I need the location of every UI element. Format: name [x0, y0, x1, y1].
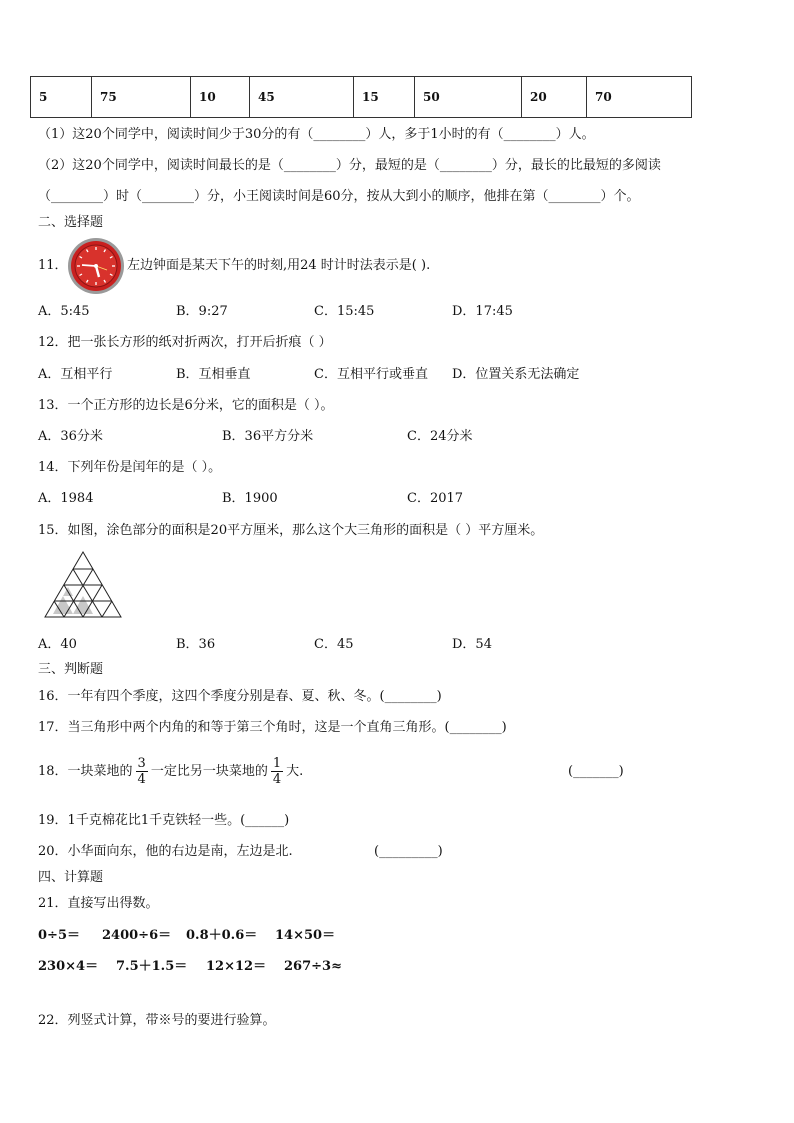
fraction-three-quarters: [136, 756, 148, 787]
section-heading-choice: 二、选择题: [38, 215, 104, 230]
q14-option-b: B．1900: [222, 491, 278, 506]
fraction-numerator: 1: [272, 756, 282, 771]
q11-option-d: D．17:45: [452, 304, 513, 319]
table-cell: 45: [250, 77, 354, 118]
fraction-one-quarter: [271, 756, 283, 787]
q18-middle: 一定比另一块菜地的: [150, 764, 268, 779]
question-10-part-2b: （________）时（________）分，小王阅读时间是60分，按从大到小的顺序，他排在第（________）个。: [38, 189, 640, 204]
q13-option-a: A．36分米: [38, 429, 103, 444]
question-12-text: 12．把一张长方形的纸对折两次，打开后折痕（ ）: [38, 335, 332, 350]
triangle-figure: [42, 549, 124, 621]
table-cell: 5: [31, 77, 92, 118]
q18-answer-blank[interactable]: (_______): [568, 764, 624, 779]
q12-option-c: C．互相平行或垂直: [314, 367, 428, 382]
question-14-text: 14．下列年份是闰年的是（ ）。: [38, 460, 222, 475]
question-20-text: 20．小华面向东，他的右边是南，左边是北.: [38, 844, 293, 859]
calc-item: 2400÷6＝: [102, 928, 172, 943]
calc-item: 14×50＝: [275, 928, 336, 943]
section-heading-judge: 三、判断题: [38, 662, 104, 677]
question-19-text: 19．1千克棉花比1千克铁轻一些。(______): [38, 813, 290, 828]
calc-item: 0÷5＝: [38, 928, 80, 943]
question-13-text: 13．一个正方形的边长是6分米，它的面积是（ ）。: [38, 398, 334, 413]
fraction-denominator: 4: [272, 772, 282, 787]
fraction-denominator: 4: [137, 772, 146, 787]
calc-item: 230×4＝: [38, 959, 99, 974]
fraction-numerator: 3: [137, 756, 146, 771]
q11-option-b: B．9:27: [176, 304, 228, 319]
q11-option-a: A．5:45: [38, 304, 90, 319]
q15-option-d: D．54: [452, 637, 492, 652]
table-cell: 15: [354, 77, 415, 118]
question-17-text: 17．当三角形中两个内角的和等于第三个角时，这是一个直角三角形。(________): [38, 720, 507, 735]
calc-item: 0.8＋0.6＝: [186, 928, 258, 943]
clock-icon: [66, 237, 126, 295]
table-cell: 50: [415, 77, 522, 118]
q14-option-c: C．2017: [407, 491, 464, 506]
q15-option-c: C．45: [314, 637, 354, 652]
question-21-text: 21．直接写出得数。: [38, 896, 159, 911]
question-11-text: 左边钟面是某天下午的时刻,用24 时计时法表示是( ).: [127, 258, 431, 273]
table-cell: 20: [522, 77, 587, 118]
q13-option-b: B．36平方分米: [222, 429, 314, 444]
reading-time-table: [30, 76, 692, 118]
q12-option-b: B．互相垂直: [176, 367, 251, 382]
question-10-part-1: （1）这20个同学中，阅读时间少于30分的有（________）人，多于1小时的有（________）人。: [38, 127, 595, 142]
q12-option-d: D．位置关系无法确定: [452, 367, 580, 382]
table-cell: 70: [587, 77, 692, 118]
question-11-number: 11．: [38, 258, 68, 273]
question-22-text: 22．列竖式计算，带※号的要进行验算。: [38, 1013, 276, 1028]
question-18-text: [38, 752, 303, 792]
table-cell: 75: [92, 77, 191, 118]
calc-item: 7.5＋1.5＝: [116, 959, 188, 974]
calc-item: 12×12＝: [206, 959, 267, 974]
q13-option-c: C．24分米: [407, 429, 473, 444]
question-16-text: 16．一年有四个季度，这四个季度分别是春、夏、秋、冬。(________): [38, 689, 442, 704]
table-cell: 10: [191, 77, 250, 118]
q18-suffix: 大.: [286, 764, 304, 779]
q15-option-b: B．36: [176, 637, 216, 652]
q14-option-a: A．1984: [38, 491, 94, 506]
question-10-part-2a: （2）这20个同学中，阅读时间最长的是（________）分，最短的是（________）分，最长的比最短的多阅读: [38, 158, 661, 173]
calc-item: 267÷3≈: [284, 959, 342, 974]
section-heading-calc: 四、计算题: [38, 870, 104, 885]
table-row: [31, 77, 692, 118]
q18-prefix: 18．一块菜地的: [38, 764, 133, 779]
q11-option-c: C．15:45: [314, 304, 375, 319]
q15-option-a: A．40: [38, 637, 77, 652]
q20-answer-blank[interactable]: (_________): [374, 844, 443, 859]
q12-option-a: A．互相平行: [38, 367, 113, 382]
question-15-text: 15．如图，涂色部分的面积是20平方厘米，那么这个大三角形的面积是（ ）平方厘米。: [38, 523, 544, 538]
